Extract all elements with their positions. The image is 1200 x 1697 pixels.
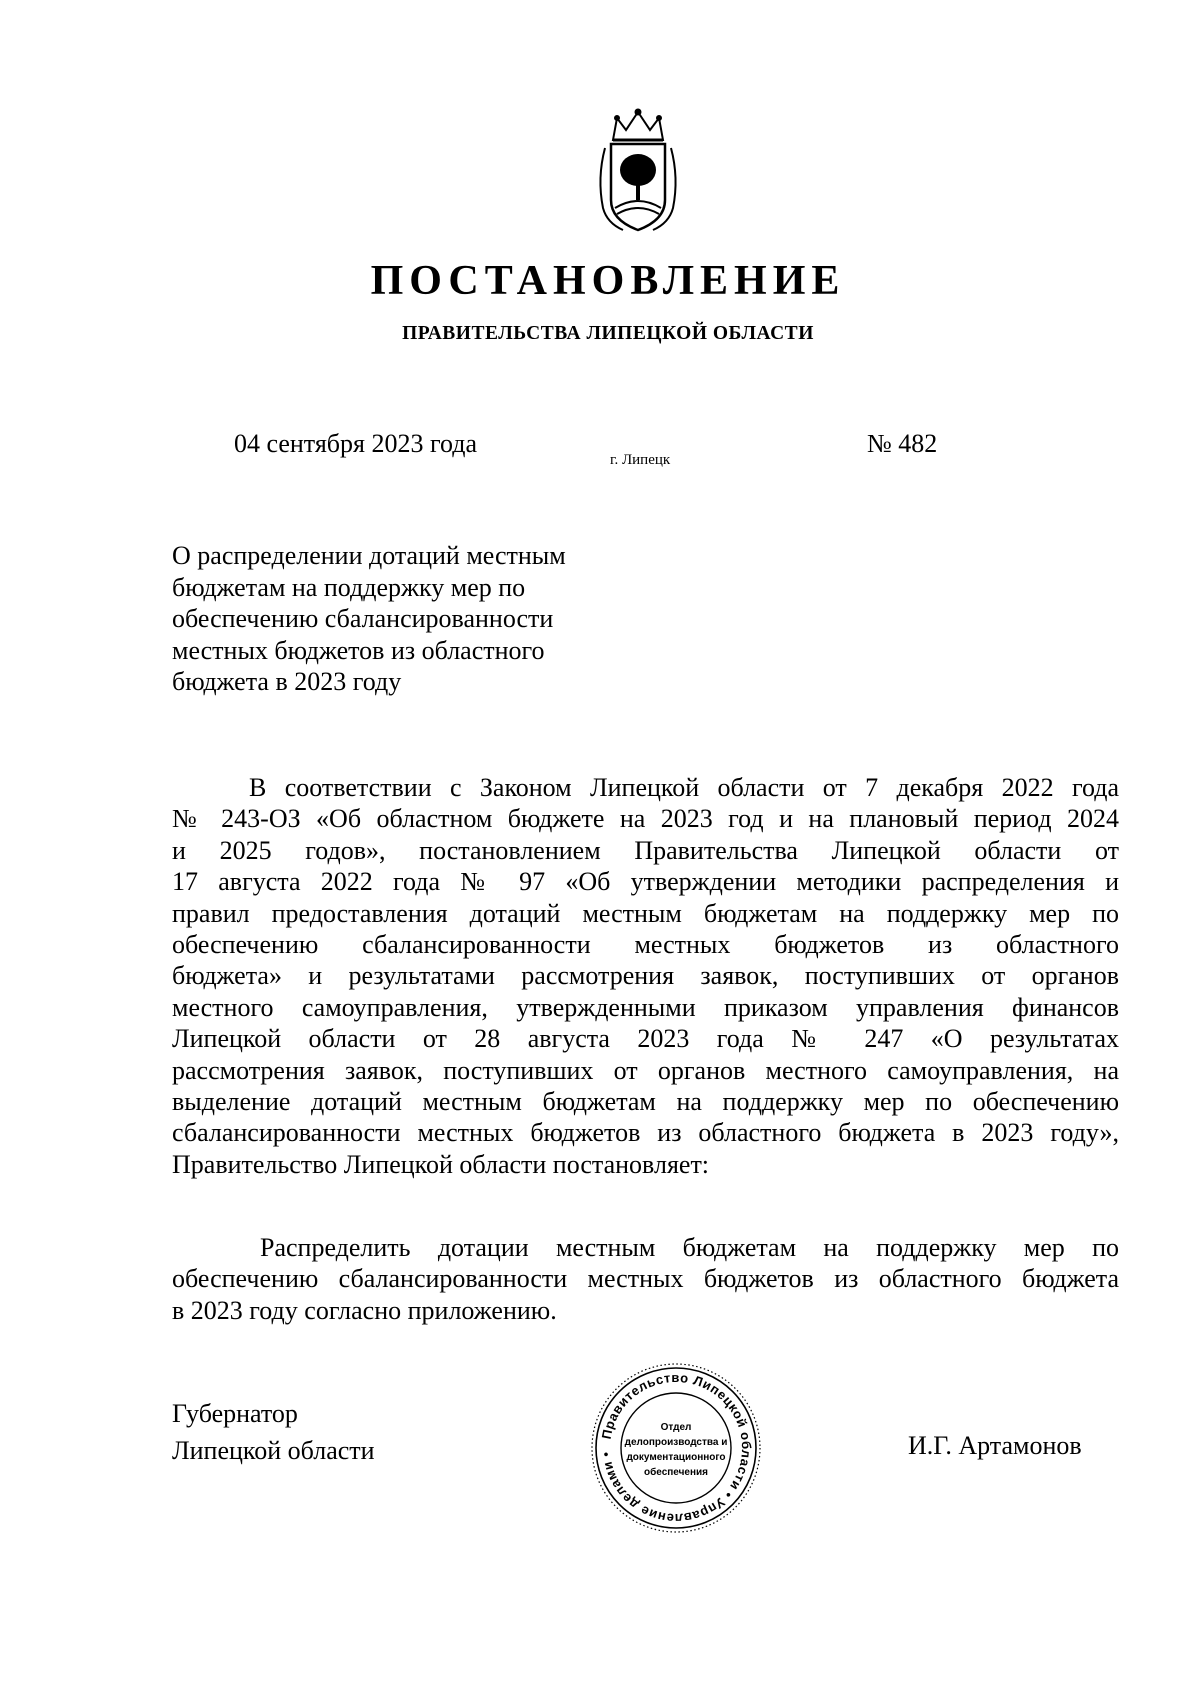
paragraph-line: правил предоставления дотаций местным бюджетам на поддержку мер по bbox=[172, 898, 1119, 928]
document-subtitle: ПРАВИТЕЛЬСТВА ЛИПЕЦКОЙ ОБЛАСТИ bbox=[402, 323, 814, 344]
paragraph-line: 17 августа 2022 года № 97 «Об утверждении методики распределения и bbox=[172, 867, 1119, 897]
paragraph-line: обеспечению сбалансированности местных бюджетов из областного бюджета bbox=[172, 1264, 1119, 1294]
paragraph-line: сбалансированности местных бюджетов из областного бюджета в 2023 году», bbox=[172, 1118, 1119, 1148]
document-title: ПОСТАНОВЛЕНИЕ bbox=[370, 258, 846, 304]
subject-line: О распределении дотаций местным bbox=[172, 541, 566, 570]
document-city: г. Липецк bbox=[610, 452, 671, 468]
paragraph-line: и 2025 годов», постановлением Правительства Липецкой области от bbox=[172, 835, 1119, 865]
paragraph-line: местного самоуправления, утвержденными приказом управления финансов bbox=[172, 992, 1119, 1022]
signatory-position-line: Липецкой области bbox=[172, 1436, 375, 1465]
svg-text:обеспечения: обеспечения bbox=[643, 1467, 709, 1478]
subject-line: местных бюджетов из областного bbox=[172, 635, 545, 665]
paragraph-line: № 243-ОЗ «Об областном бюджете на 2023 год и на плановый период 2024 bbox=[172, 804, 1119, 834]
svg-text:документационного: документационного bbox=[626, 1452, 726, 1463]
signatory-name: И.Г. Артамонов bbox=[908, 1431, 1082, 1460]
document-number: № 482 bbox=[867, 429, 938, 458]
document-date: 04 сентября 2023 года bbox=[234, 429, 478, 458]
paragraph-line: рассмотрения заявок, поступивших от органов местного самоуправления, на bbox=[172, 1055, 1119, 1085]
paragraph-line: бюджета» и результатами рассмотрения заявок, поступивших от органов bbox=[172, 961, 1119, 991]
official-seal-icon bbox=[588, 1360, 764, 1536]
paragraph-line: В соответствии с Законом Липецкой области от 7 декабря 2022 года bbox=[249, 773, 1119, 802]
document-subject bbox=[172, 540, 642, 698]
signatory-position bbox=[172, 1395, 375, 1469]
signatory-position-line: Губернатор bbox=[172, 1399, 298, 1428]
preamble-paragraph bbox=[172, 772, 1119, 1180]
svg-text:Правительство Липецкой области: Правительство Липецкой области • Управление делами • bbox=[598, 1369, 755, 1527]
coat-of-arms-icon bbox=[593, 108, 683, 238]
svg-text:Отдел: Отдел bbox=[660, 1422, 692, 1433]
paragraph-line: обеспечению сбалансированности местных бюджетов из областного bbox=[172, 929, 1119, 959]
paragraph-line: Правительство Липецкой области постановляет: bbox=[172, 1149, 710, 1179]
paragraph-line: Липецкой области от 28 августа 2023 года № 247 «О результатах bbox=[172, 1024, 1119, 1054]
resolution-paragraph bbox=[172, 1232, 1119, 1326]
subject-line: обеспечению сбалансированности bbox=[172, 604, 554, 633]
paragraph-line: в 2023 году согласно приложению. bbox=[172, 1295, 557, 1325]
svg-text:делопроизводства и: делопроизводства и bbox=[624, 1437, 728, 1448]
paragraph-line: Распределить дотации местным бюджетам на поддержку мер по bbox=[260, 1233, 1119, 1262]
subject-line: бюджетам на поддержку мер по bbox=[172, 572, 526, 602]
subject-line: бюджета в 2023 году bbox=[172, 667, 402, 696]
paragraph-line: выделение дотаций местным бюджетам на поддержку мер по обеспечению bbox=[172, 1086, 1119, 1116]
